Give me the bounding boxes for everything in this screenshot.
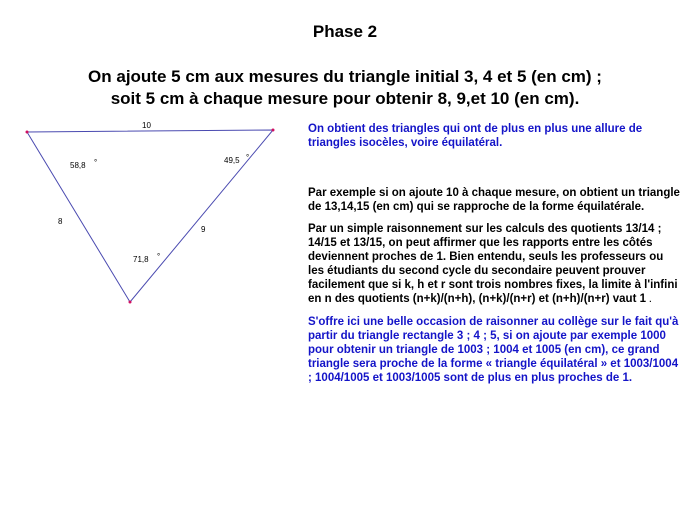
heading-line-1: On ajoute 5 cm aux mesures du triangle initial 3, 4 et 5 (en cm) ;: [88, 67, 602, 86]
angle-degree-bottom: °: [157, 252, 161, 261]
explanation-column: [308, 122, 680, 385]
side-label-right: 9: [201, 225, 206, 234]
angle-label-right: 49,5: [224, 156, 240, 165]
paragraph-reasoning: [308, 222, 680, 307]
paragraph-reasoning-end: .: [649, 295, 652, 304]
phase-title: Phase 2: [312, 22, 378, 41]
vertex-bottom: [129, 301, 132, 304]
paragraph-reasoning-text: Par un simple raisonnement sur les calculs des quotients 13/14 ; 14/15 et 13/15, on peut affirmer que les rapports entre les côtés deviennent proches de 1. Bien entendu, seuls les professeurs ou les étudiants du second cycle du secondaire peuvent prouver facilement que si k, h et r sont trois nombres fixes, la limite à l'infini en n des quotients (n+k)/(n+h), (n+k)/(n+r) et (n+h)/(n+r) vaut 1: [308, 223, 678, 305]
vertex-top-left: [26, 131, 29, 134]
angle-label-left: 58,8: [70, 161, 86, 170]
main-heading: [20, 66, 670, 110]
triangle-figure: [0, 110, 300, 310]
paragraph-example: Par exemple si on ajoute 10 à chaque mesure, on obtient un triangle de 13,14,15 (en cm) qui se rapproche de la forme équilatérale.: [308, 187, 680, 213]
side-label-top: 10: [142, 121, 151, 130]
vertex-top-right: [272, 129, 275, 132]
paragraph-observation: On obtient des triangles qui ont de plus en plus une allure de triangles isocèles, voire équilatéral.: [308, 123, 643, 149]
side-label-left: 8: [58, 217, 63, 226]
angle-label-bottom: 71,8: [133, 255, 149, 264]
heading-line-2: soit 5 cm à chaque mesure pour obtenir 8, 9,et 10 (en cm).: [110, 89, 580, 108]
angle-degree-left: °: [94, 158, 98, 167]
angle-degree-right: °: [246, 153, 250, 162]
paragraph-college: S'offre ici une belle occasion de raisonner au collège sur le fait qu'à partir du triangle rectangle 3 ; 4 ; 5, si on ajoute par exemple 1000 pour obtenir un triangle de 1003 ; 1004 et 1005 (en cm), ce grand triangle sera proche de la forme « triangle équilatéral » et 1003/1004 ; 1004/1005 et 1003/1005 sont de plus en plus proches de 1.: [308, 316, 679, 384]
